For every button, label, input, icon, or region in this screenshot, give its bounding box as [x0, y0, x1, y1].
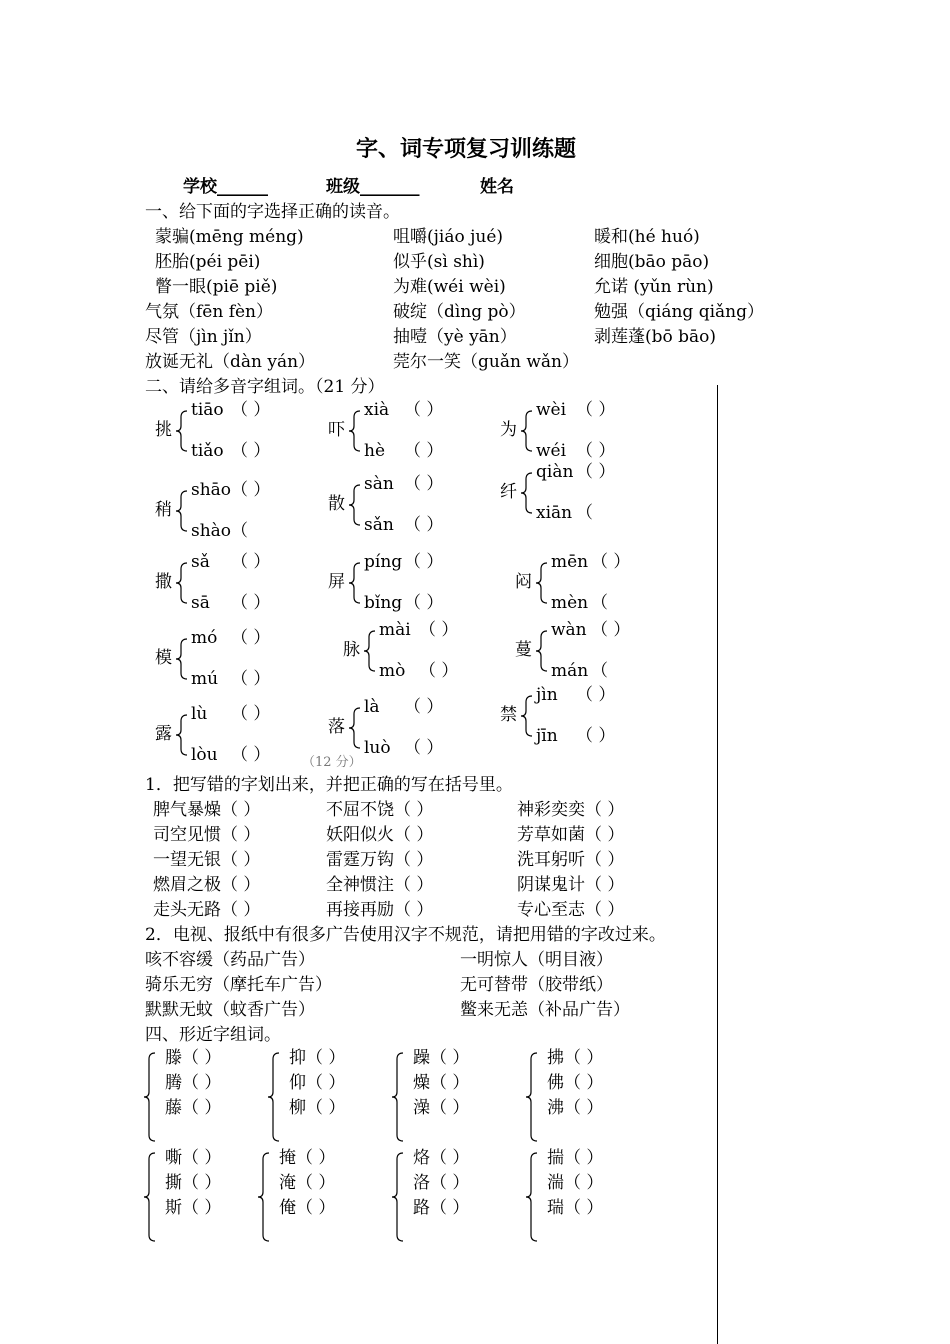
brace-icon: [175, 490, 189, 532]
brace-icon: [175, 562, 189, 604]
brace-icon: [257, 1152, 271, 1242]
similar-char-item: 揣（ ）: [547, 1148, 604, 1168]
answer-blank: （ ）: [591, 552, 631, 572]
pinyin-item: 细胞(bāo pāo): [594, 252, 710, 272]
page-title: 字、词专项复习训练题: [356, 137, 577, 162]
similar-char-item: 瑞（ ）: [547, 1198, 604, 1218]
brace-icon: [525, 1052, 539, 1142]
pinyin-item: 勉强（qiáng qiǎng）: [594, 302, 764, 322]
polyphone-char: 闷: [515, 572, 532, 592]
idiom-item: 不屈不饶（ ）: [326, 800, 434, 820]
similar-char-item: 烙（ ）: [413, 1148, 470, 1168]
answer-blank: （ ）: [419, 620, 459, 640]
vertical-divider: [717, 385, 718, 1344]
brace-icon: [348, 562, 362, 604]
answer-blank: （ ）: [404, 515, 444, 535]
similar-char-item: 仰（ ）: [289, 1073, 346, 1093]
answer-blank: （ ）: [404, 441, 444, 461]
idiom-item: 阴谋鬼计（ ）: [517, 875, 625, 895]
brace-icon: [520, 410, 534, 452]
pinyin-reading: wàn: [551, 620, 587, 640]
idiom-item: 司空见惯（ ）: [153, 825, 261, 845]
similar-char-item: 斯（ ）: [165, 1198, 222, 1218]
pinyin-reading: sàn: [364, 474, 394, 494]
pinyin-reading: mài: [379, 620, 411, 640]
answer-blank: （ ）: [404, 474, 444, 494]
brace-icon: [348, 707, 362, 749]
ad-item: 咳不容缓（药品广告）: [145, 950, 315, 970]
brace-icon: [143, 1052, 157, 1142]
brace-icon: [520, 695, 534, 737]
idiom-item: 芳草如菌（ ）: [517, 825, 625, 845]
pinyin-reading: tiǎo: [191, 441, 224, 461]
ad-item: 骑乐无穷（摩托车广告）: [145, 975, 332, 995]
pinyin-item: 蒙骗(mēng méng): [155, 227, 304, 247]
pinyin-item: 抽噎（yè yān）: [393, 327, 517, 347]
similar-char-item: 撕（ ）: [165, 1173, 222, 1193]
similar-char-item: 路（ ）: [413, 1198, 470, 1218]
similar-char-item: 柳（ ）: [289, 1098, 346, 1118]
ad-item: 鳖来无恙（补品广告）: [460, 1000, 630, 1020]
pinyin-reading: shào: [191, 521, 232, 541]
pinyin-item: 咀嚼(jiáo jué): [393, 227, 504, 247]
pinyin-item: 瞥一眼(piē piě): [155, 277, 278, 297]
polyphone-char: 模: [155, 648, 172, 668]
answer-blank: （ ）: [231, 593, 271, 613]
school-field: 学校______: [183, 177, 268, 197]
pinyin-item: 尽管（jìn jǐn）: [145, 327, 262, 347]
pinyin-item: 莞尔一笑（guǎn wǎn）: [393, 352, 579, 372]
pinyin-reading: wèi: [536, 400, 567, 420]
polyphone-char: 屏: [328, 572, 345, 592]
answer-blank: （ ）: [419, 661, 459, 681]
polyphone-char: 露: [155, 724, 172, 744]
pinyin-reading: qiàn: [536, 462, 574, 482]
pinyin-reading: mó: [191, 628, 218, 648]
pinyin-reading: mèn: [551, 593, 589, 613]
section3-question1: 1．把写错的字划出来，并把正确的写在括号里。: [145, 775, 513, 795]
idiom-item: 全神惯注（ ）: [326, 875, 434, 895]
brace-icon: [525, 1152, 539, 1242]
polyphone-char: 落: [328, 717, 345, 737]
brace-icon: [175, 638, 189, 680]
answer-blank: （ ）: [404, 593, 444, 613]
idiom-item: 神彩奕奕（ ）: [517, 800, 625, 820]
polyphone-char: 散: [328, 494, 345, 514]
ad-item: 默默无蚊（蚊香广告）: [145, 1000, 315, 1020]
pinyin-reading: sā: [191, 593, 210, 613]
pinyin-reading: sǎ: [191, 552, 210, 572]
similar-char-item: 洛（ ）: [413, 1173, 470, 1193]
pinyin-item: 为难(wéi wèi): [393, 277, 506, 297]
brace-icon: [391, 1152, 405, 1242]
pinyin-reading: mò: [379, 661, 406, 681]
polyphone-char: 纤: [500, 482, 517, 502]
idiom-item: 燃眉之极（ ）: [153, 875, 261, 895]
similar-char-item: 躁（ ）: [413, 1048, 470, 1068]
polyphone-char: 吓: [328, 420, 345, 440]
idiom-item: 脾气暴燥（ ）: [153, 800, 261, 820]
section2-heading: 二、请给多音字组词。（21 分）: [145, 377, 385, 397]
pinyin-item: 允诺 (yǔn rùn): [594, 277, 714, 297]
pinyin-reading: bǐng: [364, 593, 403, 613]
answer-blank: （ ）: [231, 704, 271, 724]
answer-blank: （ ）: [231, 480, 271, 500]
name-field: 姓名: [480, 177, 514, 197]
pinyin-reading: mú: [191, 669, 219, 689]
answer-blank: （ ）: [576, 400, 616, 420]
polyphone-char: 稍: [155, 500, 172, 520]
pinyin-reading: hè: [364, 441, 386, 461]
section3-question2: 2．电视、报纸中有很多广告使用汉字不规范，请把用错的字改过来。: [145, 925, 666, 945]
answer-blank: （ ）: [404, 552, 444, 572]
answer-blank: （ ）: [576, 726, 616, 746]
pinyin-reading: jīn: [536, 726, 558, 746]
similar-char-item: 佛（ ）: [547, 1073, 604, 1093]
similar-char-item: 嘶（ ）: [165, 1148, 222, 1168]
idiom-item: 专心至志（ ）: [517, 900, 625, 920]
ad-item: 一明惊人（明目液）: [460, 950, 613, 970]
answer-blank: （ ）: [591, 620, 631, 640]
brace-icon: [535, 630, 549, 672]
pinyin-item: 似乎(sì shì): [393, 252, 485, 272]
answer-blank: （ ）: [404, 738, 444, 758]
polyphone-char: 蔓: [515, 640, 532, 660]
similar-char-item: 掩（ ）: [279, 1148, 336, 1168]
answer-blank: （: [576, 503, 593, 523]
polyphone-char: 脉: [343, 640, 360, 660]
brace-icon: [175, 410, 189, 452]
class-field: 班级_______: [326, 177, 420, 197]
similar-char-item: 滕（ ）: [165, 1048, 222, 1068]
pinyin-reading: xiān: [536, 503, 573, 523]
brace-icon: [520, 472, 534, 514]
answer-blank: （: [231, 521, 248, 541]
similar-char-item: 湍（ ）: [547, 1173, 604, 1193]
answer-blank: （ ）: [576, 441, 616, 461]
pinyin-item: 破绽（dìng pò）: [393, 302, 526, 322]
answer-blank: （ ）: [231, 552, 271, 572]
polyphone-char: 禁: [500, 705, 517, 725]
similar-char-item: 俺（ ）: [279, 1198, 336, 1218]
idiom-item: 妖阳似火（ ）: [326, 825, 434, 845]
idiom-item: 走头无路（ ）: [153, 900, 261, 920]
polyphone-char: 为: [500, 420, 517, 440]
answer-blank: （ ）: [576, 462, 616, 482]
brace-icon: [267, 1052, 281, 1142]
pinyin-item: 气氛（fēn fèn）: [145, 302, 274, 322]
pinyin-reading: lòu: [191, 745, 218, 765]
similar-char-item: 抑（ ）: [289, 1048, 346, 1068]
brace-icon: [143, 1152, 157, 1242]
pinyin-reading: lù: [191, 704, 208, 724]
pinyin-reading: shāo: [191, 480, 232, 500]
similar-char-item: 腾（ ）: [165, 1073, 222, 1093]
answer-blank: （ ）: [231, 628, 271, 648]
pinyin-item: 胚胎(péi pēi): [155, 252, 261, 272]
answer-blank: （ ）: [404, 697, 444, 717]
pinyin-reading: mán: [551, 661, 589, 681]
idiom-item: 雷霆万钩（ ）: [326, 850, 434, 870]
pinyin-reading: wéi: [536, 441, 567, 461]
brace-icon: [535, 562, 549, 604]
pinyin-item: 剥莲蓬(bō bāo): [594, 327, 717, 347]
idiom-item: 洗耳躬听（ ）: [517, 850, 625, 870]
similar-char-item: 拂（ ）: [547, 1048, 604, 1068]
answer-blank: （ ）: [231, 400, 271, 420]
similar-char-item: 燥（ ）: [413, 1073, 470, 1093]
brace-icon: [348, 484, 362, 526]
answer-blank: （ ）: [231, 669, 271, 689]
ad-item: 无可替带（胶带纸）: [460, 975, 613, 995]
brace-icon: [363, 630, 377, 672]
similar-char-item: 沸（ ）: [547, 1098, 604, 1118]
pinyin-reading: jìn: [536, 685, 558, 705]
answer-blank: （: [591, 661, 608, 681]
idiom-item: 一望无银（ ）: [153, 850, 261, 870]
similar-char-item: 澡（ ）: [413, 1098, 470, 1118]
pinyin-reading: luò: [364, 738, 391, 758]
section1-heading: 一、给下面的字选择正确的读音。: [145, 202, 400, 222]
answer-blank: （ ）: [231, 441, 271, 461]
polyphone-char: 挑: [155, 420, 172, 440]
answer-blank: （: [591, 593, 608, 613]
brace-icon: [175, 714, 189, 756]
pinyin-reading: sǎn: [364, 515, 394, 535]
polyphone-char: 撒: [155, 572, 172, 592]
brace-icon: [348, 410, 362, 452]
pinyin-reading: là: [364, 697, 380, 717]
pinyin-reading: mēn: [551, 552, 589, 572]
similar-char-item: 淹（ ）: [279, 1173, 336, 1193]
pinyin-reading: tiāo: [191, 400, 224, 420]
pinyin-reading: xià: [364, 400, 390, 420]
pinyin-item: 放诞无礼（dàn yán）: [145, 352, 316, 372]
brace-icon: [391, 1052, 405, 1142]
section4-heading: 四、形近字组词。: [145, 1025, 281, 1045]
pinyin-item: 暖和(hé huó): [594, 227, 700, 247]
similar-char-item: 藤（ ）: [165, 1098, 222, 1118]
answer-blank: （ ）: [576, 685, 616, 705]
pinyin-reading: píng: [364, 552, 403, 572]
idiom-item: 再接再励（ ）: [326, 900, 434, 920]
answer-blank: （ ）: [404, 400, 444, 420]
answer-blank: （ ）: [231, 745, 271, 765]
overlap-score-note: （12 分）: [302, 755, 362, 770]
